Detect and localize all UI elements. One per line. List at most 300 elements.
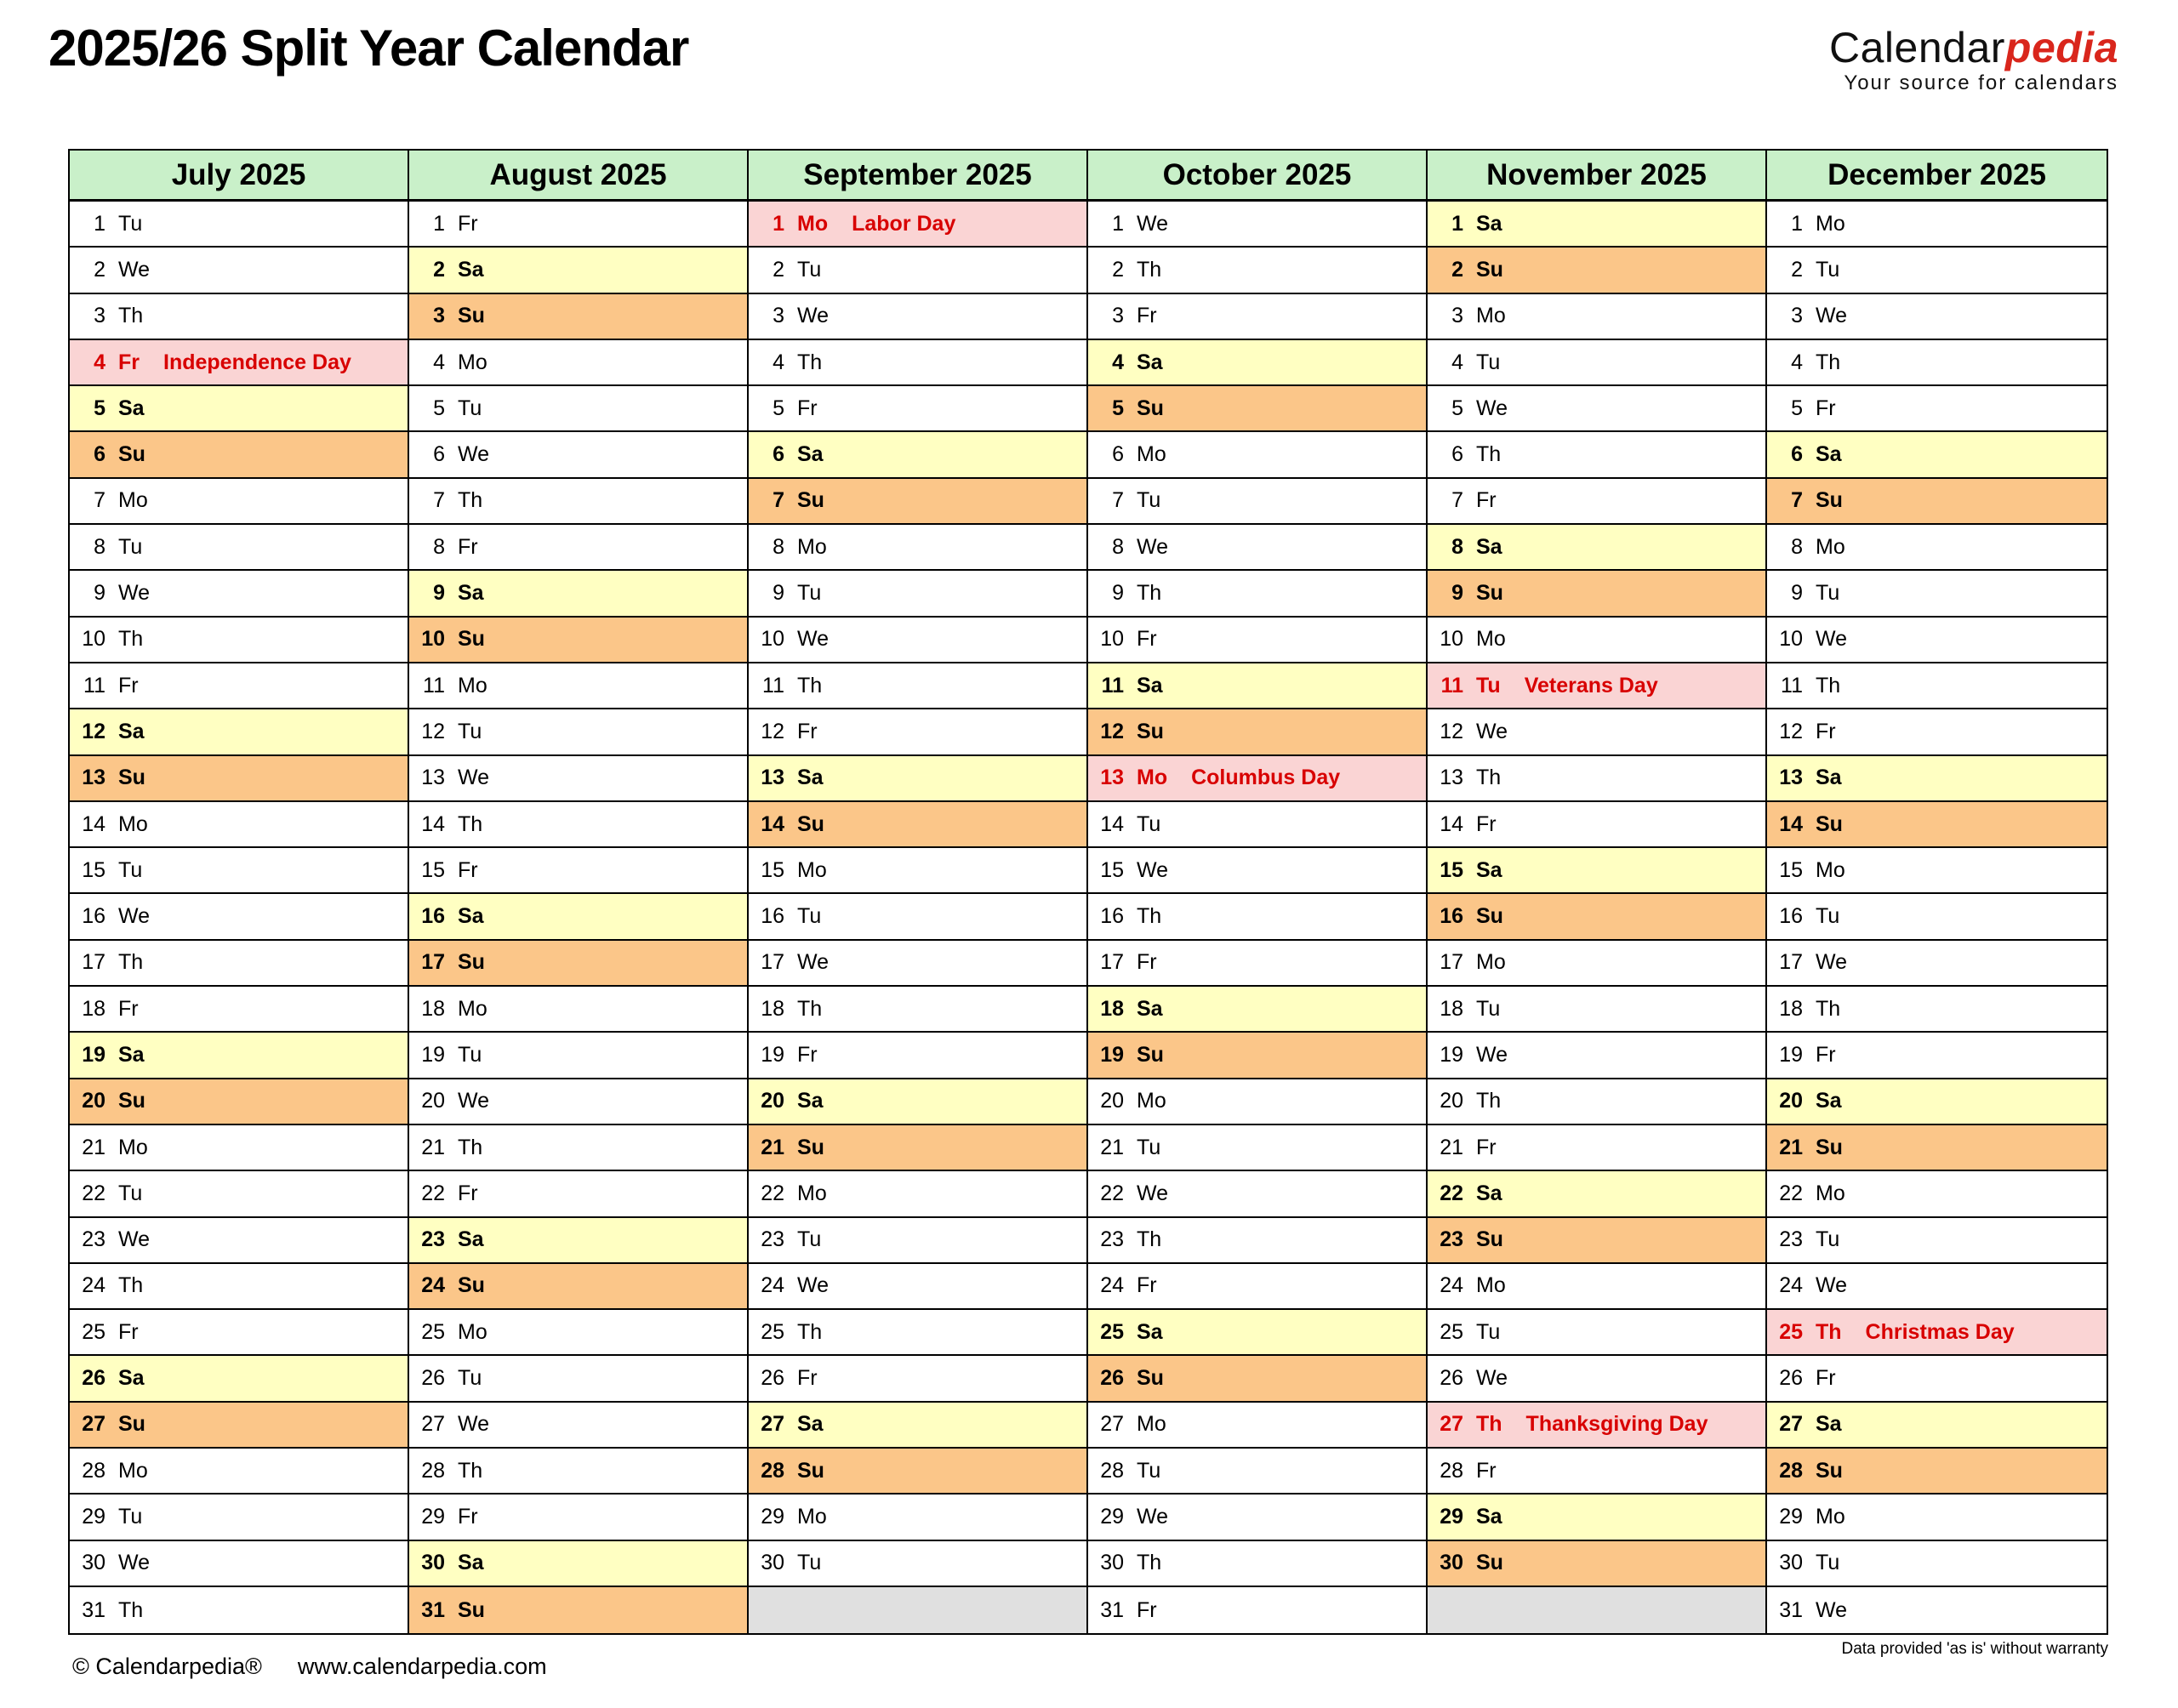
day-number: 14 — [1440, 811, 1463, 836]
day-number: 27 — [1779, 1412, 1803, 1437]
weekday-abbr: We — [1476, 1366, 1508, 1391]
day-cell — [70, 432, 409, 478]
day-number: 3 — [1791, 304, 1803, 328]
weekday-abbr: Th — [118, 950, 144, 975]
day-cell — [409, 1264, 749, 1310]
day-cell — [1428, 294, 1767, 340]
day-number: 27 — [1100, 1412, 1124, 1437]
weekday-abbr: Th — [797, 1319, 823, 1344]
day-number: 30 — [761, 1551, 784, 1575]
weekday-abbr: Tu — [1476, 996, 1501, 1021]
weekday-abbr: Tu — [1137, 1458, 1161, 1483]
weekday-abbr: Sa — [458, 1551, 484, 1575]
day-number: 9 — [433, 581, 445, 606]
day-number: 31 — [82, 1597, 105, 1622]
weekday-abbr: Mo — [118, 488, 148, 513]
day-number: 15 — [1440, 857, 1463, 882]
day-cell — [1767, 432, 2107, 478]
weekday-abbr: Th — [1476, 766, 1502, 790]
weekday-abbr: Tu — [797, 1227, 822, 1252]
day-number: 24 — [1779, 1273, 1803, 1298]
day-number: 9 — [94, 581, 105, 606]
weekday-abbr: We — [1137, 211, 1169, 236]
weekday-abbr: Su — [458, 627, 485, 652]
day-number: 26 — [82, 1366, 105, 1391]
day-cell — [1428, 1356, 1767, 1402]
day-number: 8 — [1451, 534, 1463, 559]
day-cell — [409, 294, 749, 340]
day-number: 18 — [82, 996, 105, 1021]
day-number: 22 — [761, 1181, 784, 1205]
day-number: 7 — [773, 488, 784, 513]
day-cell — [1428, 756, 1767, 802]
day-cell — [1767, 1541, 2107, 1587]
day-number: 30 — [1440, 1551, 1463, 1575]
footer-copyright — [72, 1654, 547, 1680]
day-cell — [1428, 1449, 1767, 1494]
weekday-abbr: Su — [118, 1089, 145, 1113]
weekday-abbr: We — [797, 1273, 830, 1298]
weekday-abbr: Sa — [797, 1089, 824, 1113]
weekday-abbr: Tu — [458, 719, 482, 743]
weekday-abbr: Sa — [118, 1366, 145, 1391]
weekday-abbr: Su — [1476, 581, 1503, 606]
weekday-abbr: Th — [1816, 350, 1841, 374]
weekday-abbr: Fr — [458, 1181, 478, 1205]
weekday-abbr: Fr — [1476, 1458, 1497, 1483]
day-cell — [1767, 1494, 2107, 1540]
day-number: 4 — [94, 350, 105, 374]
weekday-abbr: Su — [1816, 811, 1843, 836]
logo-tagline: Your source for calendars — [1844, 71, 2118, 94]
holiday-label: Thanksgiving Day — [1525, 1412, 1708, 1437]
day-number: 22 — [82, 1181, 105, 1205]
day-number: 22 — [421, 1181, 445, 1205]
day-number: 5 — [1112, 396, 1124, 420]
weekday-abbr: Tu — [797, 581, 822, 606]
day-cell — [1088, 1171, 1428, 1217]
weekday-abbr: Th — [118, 1597, 144, 1622]
day-cell — [1428, 340, 1767, 386]
day-number: 12 — [1440, 719, 1463, 743]
day-cell — [1088, 1494, 1428, 1540]
day-cell — [749, 987, 1088, 1033]
weekday-abbr: Fr — [1816, 1366, 1836, 1391]
day-number: 19 — [761, 1042, 784, 1067]
day-cell — [1428, 941, 1767, 987]
holiday-label: Independence Day — [163, 350, 351, 374]
day-number: 21 — [761, 1135, 784, 1159]
day-number: 5 — [94, 396, 105, 420]
day-number: 24 — [1100, 1273, 1124, 1298]
day-number: 28 — [761, 1458, 784, 1483]
day-cell — [1767, 756, 2107, 802]
day-cell — [1428, 802, 1767, 848]
weekday-abbr: We — [1816, 1597, 1848, 1622]
day-cell — [1428, 1541, 1767, 1587]
weekday-abbr: Tu — [118, 1504, 143, 1529]
page-title: 2025/26 Split Year Calendar — [48, 20, 689, 77]
day-number: 15 — [421, 857, 445, 882]
day-number: 11 — [1440, 673, 1463, 697]
day-number: 17 — [82, 950, 105, 975]
weekday-abbr: We — [1476, 1042, 1508, 1067]
day-cell — [1088, 479, 1428, 525]
day-cell — [749, 1218, 1088, 1264]
day-cell — [70, 1125, 409, 1171]
weekday-abbr: Su — [1137, 396, 1164, 420]
weekday-abbr: Tu — [797, 904, 822, 929]
day-number: 4 — [433, 350, 445, 374]
weekday-abbr: We — [118, 581, 151, 606]
logo-text-red: pedia — [2004, 24, 2118, 71]
day-number: 10 — [421, 627, 445, 652]
weekday-abbr: Su — [1476, 1551, 1503, 1575]
weekday-abbr: Mo — [1816, 534, 1845, 559]
day-number: 18 — [761, 996, 784, 1021]
day-number: 7 — [433, 488, 445, 513]
weekday-abbr: Mo — [797, 211, 829, 236]
day-number: 19 — [1100, 1042, 1124, 1067]
day-cell — [70, 386, 409, 432]
weekday-abbr: Tu — [1476, 350, 1501, 374]
day-cell — [409, 987, 749, 1033]
day-number: 16 — [1440, 904, 1463, 929]
day-cell — [1428, 1310, 1767, 1356]
weekday-abbr: Fr — [458, 857, 478, 882]
day-cell — [1088, 248, 1428, 293]
day-cell — [1428, 987, 1767, 1033]
weekday-abbr: Su — [118, 1412, 145, 1437]
weekday-abbr: Mo — [1137, 766, 1168, 790]
day-number: 28 — [1779, 1458, 1803, 1483]
weekday-abbr: Sa — [1476, 1504, 1502, 1529]
weekday-abbr: Mo — [1137, 1089, 1166, 1113]
day-number: 6 — [773, 442, 784, 467]
day-cell — [70, 1449, 409, 1494]
day-cell — [1767, 894, 2107, 940]
day-cell — [409, 802, 749, 848]
day-number: 22 — [1100, 1181, 1124, 1205]
day-number: 26 — [1100, 1366, 1124, 1391]
weekday-abbr: Tu — [1476, 673, 1501, 697]
day-number: 25 — [1440, 1319, 1463, 1344]
day-number: 7 — [1791, 488, 1803, 513]
day-cell — [70, 1403, 409, 1449]
weekday-abbr: We — [1137, 1181, 1169, 1205]
weekday-abbr: Tu — [458, 1042, 482, 1067]
weekday-abbr: Su — [458, 304, 485, 328]
holiday-day-cell — [1767, 1310, 2107, 1356]
weekday-abbr: Sa — [1476, 534, 1502, 559]
day-number: 7 — [1112, 488, 1124, 513]
day-number: 22 — [1779, 1181, 1803, 1205]
day-number: 21 — [1440, 1135, 1463, 1159]
day-cell — [749, 432, 1088, 478]
day-cell — [1767, 618, 2107, 663]
weekday-abbr: Th — [1137, 1227, 1162, 1252]
day-number: 19 — [82, 1042, 105, 1067]
day-cell — [1088, 1125, 1428, 1171]
day-number: 14 — [82, 811, 105, 836]
day-number: 27 — [1440, 1412, 1463, 1437]
day-number: 15 — [761, 857, 784, 882]
day-number: 17 — [421, 950, 445, 975]
day-cell — [409, 848, 749, 894]
day-number: 13 — [421, 766, 445, 790]
day-cell — [409, 1403, 749, 1449]
day-cell — [409, 1033, 749, 1079]
day-number: 16 — [761, 904, 784, 929]
day-number: 1 — [433, 211, 445, 236]
day-cell — [749, 1541, 1088, 1587]
day-cell — [1428, 202, 1767, 248]
day-number: 24 — [421, 1273, 445, 1298]
day-number: 2 — [1451, 257, 1463, 282]
day-number: 29 — [1100, 1504, 1124, 1529]
day-cell — [70, 941, 409, 987]
day-number: 14 — [421, 811, 445, 836]
day-cell — [1088, 848, 1428, 894]
day-cell — [749, 1403, 1088, 1449]
weekday-abbr: Mo — [1476, 1273, 1506, 1298]
day-cell — [1428, 248, 1767, 293]
day-cell — [1088, 571, 1428, 617]
weekday-abbr: Su — [458, 1273, 485, 1298]
day-cell — [70, 525, 409, 571]
day-cell — [1088, 1218, 1428, 1264]
day-cell — [1428, 1125, 1767, 1171]
day-cell — [1428, 1079, 1767, 1125]
weekday-abbr: Sa — [118, 1042, 145, 1067]
weekday-abbr: Su — [118, 442, 145, 467]
weekday-abbr: Tu — [118, 534, 143, 559]
weekday-abbr: We — [1476, 396, 1508, 420]
weekday-abbr: Fr — [797, 1042, 818, 1067]
weekday-abbr: Mo — [797, 1504, 827, 1529]
day-cell — [749, 941, 1088, 987]
day-number: 18 — [1100, 996, 1124, 1021]
weekday-abbr: Fr — [118, 673, 139, 697]
copyright-text: © Calendarpedia® — [72, 1654, 262, 1679]
day-cell — [749, 894, 1088, 940]
day-cell — [409, 1218, 749, 1264]
weekday-abbr: Th — [458, 1135, 483, 1159]
day-number: 21 — [421, 1135, 445, 1159]
day-cell — [409, 340, 749, 386]
day-number: 21 — [1100, 1135, 1124, 1159]
weekday-abbr: Th — [458, 1458, 483, 1483]
month-header: November 2025 — [1428, 151, 1767, 202]
day-cell — [749, 802, 1088, 848]
day-cell — [1088, 386, 1428, 432]
weekday-abbr: Tu — [1816, 1551, 1840, 1575]
day-number: 19 — [421, 1042, 445, 1067]
day-cell — [1767, 1079, 2107, 1125]
weekday-abbr: Sa — [1816, 1412, 1842, 1437]
day-cell — [1428, 386, 1767, 432]
weekday-abbr: Su — [1137, 1042, 1164, 1067]
day-number: 8 — [1791, 534, 1803, 559]
day-number: 29 — [421, 1504, 445, 1529]
day-number: 16 — [421, 904, 445, 929]
day-number: 2 — [433, 257, 445, 282]
weekday-abbr: Th — [458, 811, 483, 836]
day-number: 4 — [1112, 350, 1124, 374]
day-cell — [749, 663, 1088, 709]
day-number: 28 — [1100, 1458, 1124, 1483]
day-number: 10 — [1779, 627, 1803, 652]
weekday-abbr: Fr — [118, 996, 139, 1021]
weekday-abbr: Tu — [458, 396, 482, 420]
day-number: 10 — [82, 627, 105, 652]
weekday-abbr: Th — [118, 304, 144, 328]
day-number: 1 — [1112, 211, 1124, 236]
day-cell — [1767, 479, 2107, 525]
day-number: 23 — [421, 1227, 445, 1252]
weekday-abbr: Su — [1816, 1135, 1843, 1159]
day-cell — [409, 479, 749, 525]
day-number: 30 — [1779, 1551, 1803, 1575]
day-cell — [409, 1494, 749, 1540]
day-number: 30 — [421, 1551, 445, 1575]
day-cell — [749, 525, 1088, 571]
day-cell — [70, 202, 409, 248]
weekday-abbr: We — [118, 257, 151, 282]
weekday-abbr: Tu — [1476, 1319, 1501, 1344]
day-number: 28 — [421, 1458, 445, 1483]
weekday-abbr: Sa — [797, 766, 824, 790]
day-cell — [1088, 1403, 1428, 1449]
day-cell — [749, 1356, 1088, 1402]
day-number: 16 — [82, 904, 105, 929]
day-cell — [1428, 1264, 1767, 1310]
day-cell — [1428, 894, 1767, 940]
day-cell — [409, 1171, 749, 1217]
weekday-abbr: Sa — [118, 719, 145, 743]
day-number: 5 — [433, 396, 445, 420]
weekday-abbr: Fr — [1816, 719, 1836, 743]
day-number: 13 — [1100, 766, 1124, 790]
weekday-abbr: We — [1137, 1504, 1169, 1529]
weekday-abbr: We — [797, 627, 830, 652]
weekday-abbr: Th — [458, 488, 483, 513]
day-number: 9 — [1112, 581, 1124, 606]
holiday-label: Columbus Day — [1191, 766, 1341, 790]
day-number: 24 — [761, 1273, 784, 1298]
weekday-abbr: Th — [1476, 442, 1502, 467]
day-cell — [749, 294, 1088, 340]
day-cell — [70, 1079, 409, 1125]
day-cell — [1088, 941, 1428, 987]
day-cell — [749, 1125, 1088, 1171]
day-cell — [409, 386, 749, 432]
weekday-abbr: Mo — [458, 350, 487, 374]
weekday-abbr: Tu — [118, 857, 143, 882]
month-header: December 2025 — [1767, 151, 2107, 202]
day-cell — [1428, 848, 1767, 894]
day-cell — [1428, 1218, 1767, 1264]
day-number: 10 — [1440, 627, 1463, 652]
weekday-abbr: We — [118, 1551, 151, 1575]
weekday-abbr: Su — [1816, 1458, 1843, 1483]
day-cell — [1767, 663, 2107, 709]
weekday-abbr: Mo — [1816, 1181, 1845, 1205]
weekday-abbr: Th — [1816, 996, 1841, 1021]
day-number: 14 — [1100, 811, 1124, 836]
day-number: 3 — [1451, 304, 1463, 328]
day-number: 15 — [1100, 857, 1124, 882]
weekday-abbr: Sa — [458, 257, 484, 282]
day-cell — [749, 1033, 1088, 1079]
weekday-abbr: Su — [118, 766, 145, 790]
weekday-abbr: Sa — [797, 1412, 824, 1437]
day-number: 1 — [94, 211, 105, 236]
weekday-abbr: Fr — [1476, 811, 1497, 836]
day-cell — [1088, 1449, 1428, 1494]
day-number: 25 — [1100, 1319, 1124, 1344]
day-cell — [1767, 1403, 2107, 1449]
day-number: 2 — [1791, 257, 1803, 282]
weekday-abbr: Tu — [1137, 488, 1161, 513]
day-number: 18 — [1779, 996, 1803, 1021]
day-cell — [1767, 202, 2107, 248]
day-cell — [409, 894, 749, 940]
day-cell — [70, 1310, 409, 1356]
day-cell — [1088, 663, 1428, 709]
day-number: 30 — [1100, 1551, 1124, 1575]
weekday-abbr: Su — [458, 1597, 485, 1622]
weekday-abbr: We — [1476, 719, 1508, 743]
day-cell — [409, 248, 749, 293]
day-cell — [1767, 941, 2107, 987]
weekday-abbr: Sa — [1476, 857, 1502, 882]
day-number: 25 — [82, 1319, 105, 1344]
day-cell — [1767, 1171, 2107, 1217]
weekday-abbr: Tu — [1816, 257, 1840, 282]
day-cell — [1767, 1218, 2107, 1264]
footer-disclaimer: Data provided 'as is' without warranty — [1841, 1640, 2108, 1658]
day-number: 2 — [1112, 257, 1124, 282]
day-cell — [1428, 709, 1767, 755]
weekday-abbr: We — [118, 904, 151, 929]
day-number: 20 — [1779, 1089, 1803, 1113]
day-number: 28 — [1440, 1458, 1463, 1483]
day-number: 17 — [1779, 950, 1803, 975]
day-cell — [409, 1587, 749, 1633]
day-cell — [409, 432, 749, 478]
day-cell — [409, 202, 749, 248]
day-number: 3 — [773, 304, 784, 328]
day-number: 12 — [82, 719, 105, 743]
day-cell — [1088, 294, 1428, 340]
weekday-abbr: Th — [797, 996, 823, 1021]
holiday-day-cell — [1088, 756, 1428, 802]
day-cell — [749, 618, 1088, 663]
day-cell — [70, 663, 409, 709]
weekday-abbr: Mo — [458, 1319, 487, 1344]
day-number: 8 — [773, 534, 784, 559]
day-number: 19 — [1779, 1042, 1803, 1067]
day-number: 6 — [1112, 442, 1124, 467]
weekday-abbr: Mo — [118, 1135, 148, 1159]
day-number: 5 — [1451, 396, 1463, 420]
day-cell — [1088, 1587, 1428, 1633]
weekday-abbr: Th — [1137, 904, 1162, 929]
day-number: 1 — [1451, 211, 1463, 236]
day-cell — [1767, 1033, 2107, 1079]
day-number: 26 — [421, 1366, 445, 1391]
